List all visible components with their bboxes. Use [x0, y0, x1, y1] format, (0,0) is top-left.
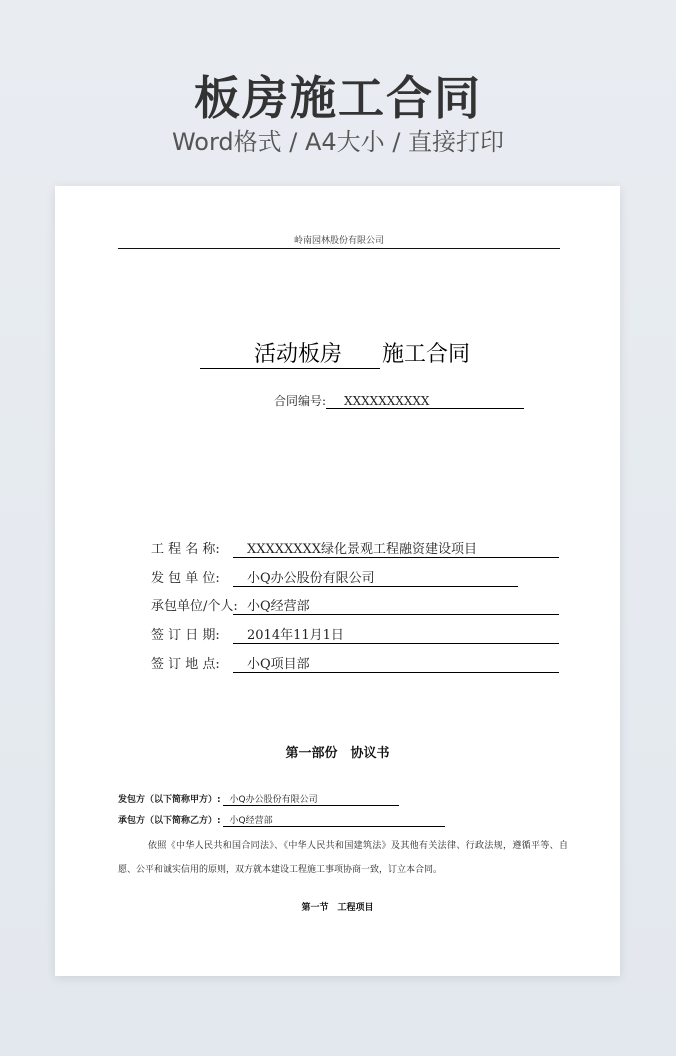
party-a-value: 小Q办公股份有限公司	[223, 792, 399, 806]
contract-number-value: XXXXXXXXXX	[326, 394, 524, 409]
document-title	[200, 342, 490, 370]
info-row-contractor	[151, 598, 559, 616]
info-value: 小Q经营部	[233, 598, 559, 615]
info-value: 小Q办公股份有限公司	[233, 570, 518, 587]
document-header: 岭南园林股份有限公司	[118, 233, 560, 249]
party-b	[118, 813, 445, 827]
title-underline-1	[200, 342, 346, 369]
document-page	[55, 186, 620, 976]
part-title: 第一部份 协议书	[285, 746, 390, 761]
party-b-value: 小Q经营部	[223, 813, 445, 827]
info-row-project-name	[151, 541, 559, 559]
info-row-sign-date	[151, 627, 559, 645]
section-title: 第一节 工程项目	[301, 903, 374, 913]
agreement-paragraph: 依照《中华人民共和国合同法》、《中华人民共和国建筑法》及其他有关法律、行政法规，遵循平等、自愿、公平和诚实信用的原则，双方就本建设工程施工事项协商一致，订立本合同。	[118, 841, 568, 875]
banner-subtitle: Word格式 / A4大小 / 直接打印	[171, 128, 505, 156]
info-label: 签 订 日 期:	[151, 628, 220, 643]
info-label: 工 程 名 称:	[151, 542, 220, 557]
party-b-label: 承包方（以下简称乙方）:	[118, 816, 221, 826]
contract-number-label: 合同编号:	[274, 394, 327, 408]
info-row-sign-place	[151, 656, 559, 674]
info-value: 小Q项目部	[233, 656, 559, 673]
info-row-employer	[151, 570, 518, 588]
info-label: 发 包 单 位:	[151, 571, 220, 586]
info-label: 签 订 地 点:	[151, 657, 220, 672]
title-part-2: 施工合同	[382, 342, 471, 367]
info-value: XXXXXXXX绿化景观工程融资建设项目	[233, 541, 559, 558]
contract-number	[274, 392, 524, 409]
info-label: 承包单位/个人:	[151, 599, 238, 614]
title-underline-2	[346, 342, 380, 369]
info-value: 2014年11月1日	[233, 627, 559, 644]
banner-title: 板房施工合同	[194, 71, 482, 125]
party-a	[118, 792, 399, 806]
party-a-label: 发包方（以下简称甲方）:	[118, 795, 221, 805]
title-part-1: 活动板房	[253, 342, 342, 367]
